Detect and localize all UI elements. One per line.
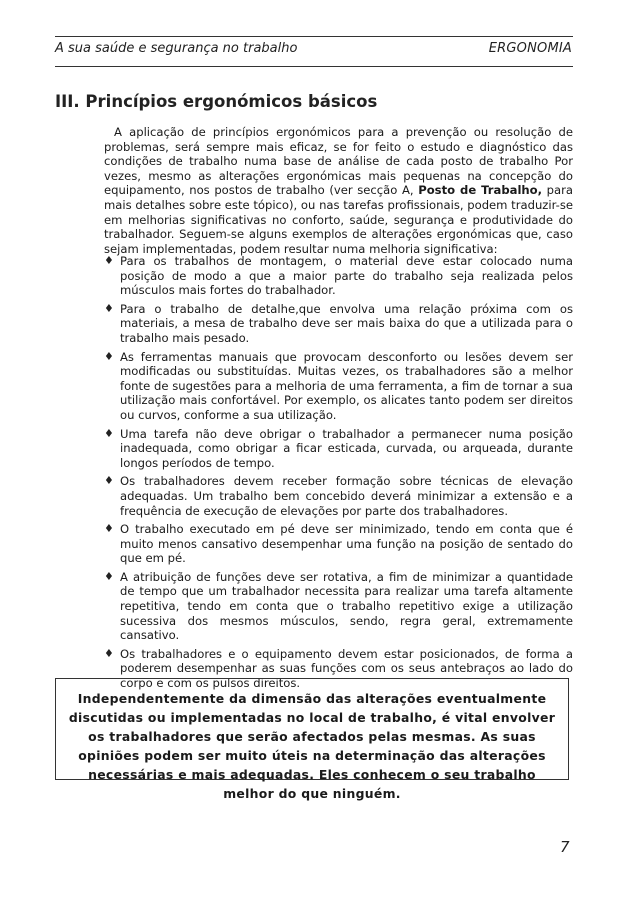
bullet-text: O trabalho executado em pé deve ser minimizado, tendo em conta que é muito menos cansativo desempenhar uma função na posição de sentado do que em pé. bbox=[120, 522, 573, 566]
bullet-list bbox=[104, 254, 573, 695]
bullet-item bbox=[104, 254, 573, 298]
intro-paragraph bbox=[104, 125, 573, 256]
bullet-item bbox=[104, 522, 573, 566]
bullet-text: Uma tarefa não deve obrigar o trabalhador a permanecer numa posição inadequada, como obrigar a ficar esticada, curvada, ou arqueada, durante longos períodos de tempo. bbox=[120, 426, 573, 470]
header-rule-top bbox=[55, 36, 573, 37]
running-header-section: ERGONOMIA bbox=[488, 41, 572, 56]
intro-text-after: para mais detalhes sobre este tópico), ou nas tarefas profissionais, podem traduzir-se em melhorias significativas no conforto, saúde, segurança e produtividade do trabalhador. Seguem-se alguns exemplos de alterações ergonómicas que, caso sejam implementadas, podem resultar numa melhoria significativa: bbox=[104, 183, 573, 256]
running-header-title: A sua saúde e segurança no trabalho bbox=[55, 41, 298, 56]
diamond-bullet-icon: ♦ bbox=[104, 301, 114, 315]
diamond-bullet-icon: ♦ bbox=[104, 569, 114, 583]
bullet-text: Os trabalhadores devem receber formação sobre técnicas de elevação adequadas. Um trabalho bem concebido deverá minimizar a extensão e a frequência de execução de elevações por parte dos trabalhadores. bbox=[120, 474, 573, 518]
bullet-text: Para o trabalho de detalhe,que envolva uma relação próxima com os materiais, a mesa de trabalho deve ser mais baixa do que a utilizada para o trabalho mais pesado. bbox=[120, 301, 573, 345]
bullet-text: As ferramentas manuais que provocam desconforto ou lesões devem ser modificadas ou substituídas. Muitas vezes, os trabalhadores são a melhor fonte de sugestões para a melhoria de uma ferramenta, a fim de tornar a sua utilização mais confortável. Por exemplo, os alicates tanto podem ser direitos ou curvos, conforme a sua utilização. bbox=[120, 349, 573, 422]
bullet-item bbox=[104, 350, 573, 423]
diamond-bullet-icon: ♦ bbox=[104, 349, 114, 363]
bullet-item bbox=[104, 302, 573, 346]
bullet-text: A atribuição de funções deve ser rotativa, a fim de minimizar a quantidade de tempo que um trabalhador necessita para realizar uma tarefa altamente repetitiva, tendo em conta que o trabalho repetitivo exige a utilização sucessiva dos mesmos músculos, sendo, regra geral, extremamente cansativo. bbox=[120, 569, 573, 643]
intro-text-bold: Posto de Trabalho, bbox=[418, 183, 543, 198]
bullet-item bbox=[104, 427, 573, 471]
diamond-bullet-icon: ♦ bbox=[104, 254, 114, 267]
section-title: III. Princípios ergonómicos básicos bbox=[55, 92, 378, 111]
diamond-bullet-icon: ♦ bbox=[104, 646, 114, 660]
bullet-item bbox=[104, 474, 573, 518]
diamond-bullet-icon: ♦ bbox=[104, 474, 114, 488]
bullet-text: Os trabalhadores e o equipamento devem estar posicionados, de forma a poderem desempenhar as suas funções com os seus antebraços ao lado do corpo e com os pulsos direitos. bbox=[120, 646, 573, 691]
diamond-bullet-icon: ♦ bbox=[104, 426, 114, 440]
callout-box: Independentemente da dimensão das alterações eventualmente discutidas ou implementadas no local de trabalho, é vital envolver os trabalhadores que serão afectados pelas mesmas. As suas opiniões podem ser muito úteis na determinação das alterações necessárias e mais adequadas. Eles conhecem o seu trabalho melhor do que ninguém. bbox=[55, 678, 569, 780]
bullet-text: Para os trabalhos de montagem, o material deve estar colocado numa posição de modo a que a maior parte do trabalho seja realizada pelos músculos mais fortes do trabalhador. bbox=[120, 254, 573, 298]
bullet-item bbox=[104, 570, 573, 643]
diamond-bullet-icon: ♦ bbox=[104, 522, 114, 536]
intro-text-before: A aplicação de princípios ergonómicos para a prevenção ou resolução de problemas, será sempre mais eficaz, se for feito o estudo e diagnóstico das condições de trabalho numa base de análise de cada posto de trabalho Por vezes, mesmo as alterações ergonómicas mais pequenas na concepção do equipamento, nos postos de trabalho (ver secção A, bbox=[104, 125, 573, 198]
header-rule-bottom bbox=[55, 66, 573, 67]
page-number: 7 bbox=[560, 838, 570, 856]
